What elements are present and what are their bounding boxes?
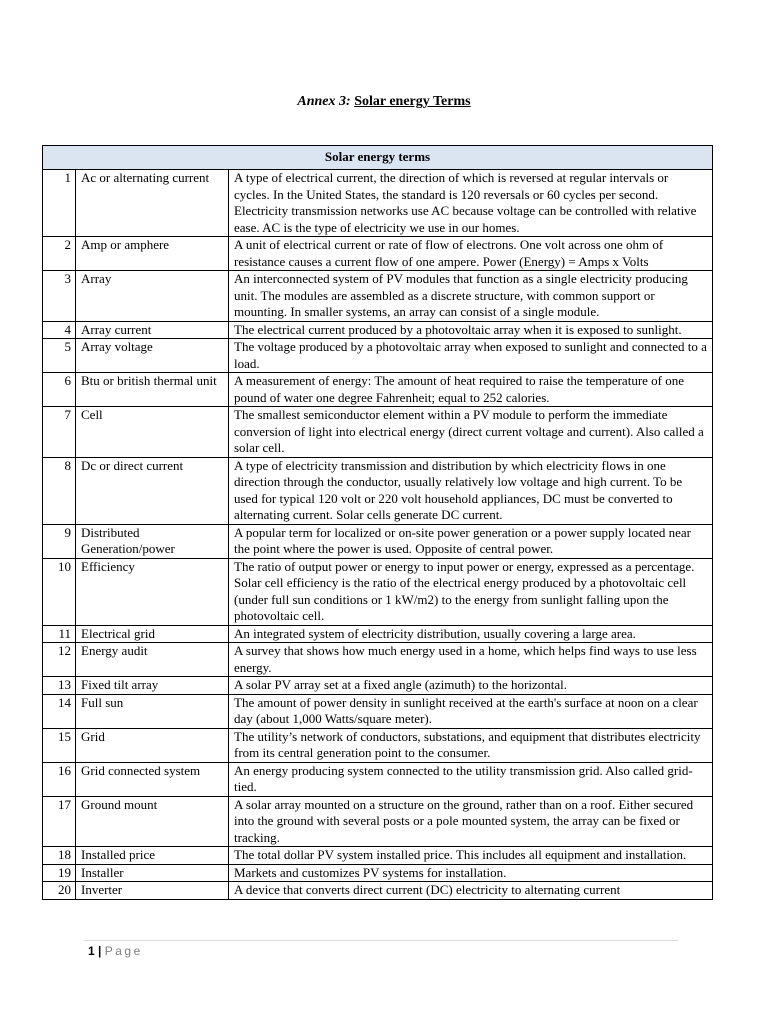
term-cell: Inverter bbox=[76, 882, 229, 900]
table-row bbox=[43, 625, 713, 643]
table-row bbox=[43, 694, 713, 728]
term-cell: Ground mount bbox=[76, 796, 229, 847]
table-row bbox=[43, 762, 713, 796]
table-row bbox=[43, 864, 713, 882]
table-row bbox=[43, 728, 713, 762]
term-cell: Efficiency bbox=[76, 558, 229, 625]
term-cell: Cell bbox=[76, 407, 229, 458]
definition-cell: The voltage produced by a photovoltaic array when exposed to sunlight and connected to a load. bbox=[229, 339, 713, 373]
table-row bbox=[43, 237, 713, 271]
table-caption-row bbox=[43, 146, 713, 170]
term-cell: Array current bbox=[76, 321, 229, 339]
term-cell: Ac or alternating current bbox=[76, 170, 229, 237]
table-row bbox=[43, 321, 713, 339]
page-heading bbox=[0, 94, 768, 110]
term-cell: Installed price bbox=[76, 847, 229, 865]
definition-cell: The electrical current produced by a photovoltaic array when it is exposed to sunlight. bbox=[229, 321, 713, 339]
row-number: 3 bbox=[43, 271, 76, 322]
table-row bbox=[43, 796, 713, 847]
row-number: 20 bbox=[43, 882, 76, 900]
row-number: 7 bbox=[43, 407, 76, 458]
page-footer bbox=[88, 944, 143, 958]
solar-terms-table bbox=[42, 145, 713, 900]
definition-cell: The ratio of output power or energy to input power or energy, expressed as a percentage. Solar cell efficiency is the ratio of the electrical energy produced by a photovoltaic cell (under full sun conditions or 1 kW/m2) to the energy from sunlight falling upon the photovoltaic cell. bbox=[229, 558, 713, 625]
definition-cell: The smallest semiconductor element within a PV module to perform the immediate conversion of light into electrical energy (direct current voltage and current). Also called a solar cell. bbox=[229, 407, 713, 458]
row-number: 10 bbox=[43, 558, 76, 625]
page-number: 1 bbox=[88, 944, 95, 958]
definition-cell: A device that converts direct current (DC) electricity to alternating current bbox=[229, 882, 713, 900]
table-row bbox=[43, 339, 713, 373]
row-number: 6 bbox=[43, 373, 76, 407]
definition-cell: A type of electrical current, the direction of which is reversed at regular intervals or cycles. In the United States, the standard is 120 reversals or 60 cycles per second. Electricity transmission networks use AC because voltage can be controlled with relative ease. AC is the type of electricity we use in our homes. bbox=[229, 170, 713, 237]
term-cell: Dc or direct current bbox=[76, 457, 229, 524]
row-number: 9 bbox=[43, 524, 76, 558]
table-row bbox=[43, 170, 713, 237]
table-row bbox=[43, 677, 713, 695]
definition-cell: A measurement of energy: The amount of heat required to raise the temperature of one pound of water one degree Fahrenheit; equal to 252 calories. bbox=[229, 373, 713, 407]
term-cell: Installer bbox=[76, 864, 229, 882]
definition-cell: Markets and customizes PV systems for installation. bbox=[229, 864, 713, 882]
definition-cell: An integrated system of electricity distribution, usually covering a large area. bbox=[229, 625, 713, 643]
row-number: 19 bbox=[43, 864, 76, 882]
row-number: 13 bbox=[43, 677, 76, 695]
row-number: 8 bbox=[43, 457, 76, 524]
definition-cell: A solar array mounted on a structure on the ground, rather than on a roof. Either secured into the ground with several posts or a pole mounted system, the array can be fixed or tracking. bbox=[229, 796, 713, 847]
page-label: Page bbox=[104, 944, 143, 958]
table-row bbox=[43, 271, 713, 322]
row-number: 11 bbox=[43, 625, 76, 643]
definition-cell: The amount of power density in sunlight received at the earth's surface at noon on a clear day (about 1,000 Watts/square meter). bbox=[229, 694, 713, 728]
table-body bbox=[43, 146, 713, 900]
definition-cell: A popular term for localized or on-site power generation or a power supply located near the point where the power is used. Opposite of central power. bbox=[229, 524, 713, 558]
term-cell: Electrical grid bbox=[76, 625, 229, 643]
row-number: 1 bbox=[43, 170, 76, 237]
term-cell: Energy audit bbox=[76, 643, 229, 677]
term-cell: Array bbox=[76, 271, 229, 322]
term-cell: Grid bbox=[76, 728, 229, 762]
definition-cell: The total dollar PV system installed price. This includes all equipment and installation. bbox=[229, 847, 713, 865]
definition-cell: A unit of electrical current or rate of flow of electrons. One volt across one ohm of resistance causes a current flow of one ampere. Power (Energy) = Amps x Volts bbox=[229, 237, 713, 271]
definition-cell: The utility’s network of conductors, substations, and equipment that distributes electricity from its central generation point to the consumer. bbox=[229, 728, 713, 762]
footer-divider bbox=[84, 940, 678, 941]
term-cell: Array voltage bbox=[76, 339, 229, 373]
definition-cell: A survey that shows how much energy used in a home, which helps find ways to use less energy. bbox=[229, 643, 713, 677]
row-number: 14 bbox=[43, 694, 76, 728]
row-number: 17 bbox=[43, 796, 76, 847]
row-number: 16 bbox=[43, 762, 76, 796]
footer-separator: | bbox=[98, 944, 102, 958]
definition-cell: An energy producing system connected to the utility transmission grid. Also called grid-tied. bbox=[229, 762, 713, 796]
row-number: 2 bbox=[43, 237, 76, 271]
row-number: 5 bbox=[43, 339, 76, 373]
table-row bbox=[43, 373, 713, 407]
definition-cell: A solar PV array set at a fixed angle (azimuth) to the horizontal. bbox=[229, 677, 713, 695]
table-row bbox=[43, 407, 713, 458]
definition-cell: A type of electricity transmission and distribution by which electricity flows in one direction through the conductor, usually relatively low voltage and high current. To be used for typical 120 volt or 220 volt household appliances, DC must be converted to alternating current. Solar cells generate DC current. bbox=[229, 457, 713, 524]
table-row bbox=[43, 643, 713, 677]
term-cell: Btu or british thermal unit bbox=[76, 373, 229, 407]
heading-title: Solar energy Terms bbox=[354, 94, 471, 109]
table-row bbox=[43, 457, 713, 524]
definition-cell: An interconnected system of PV modules that function as a single electricity producing unit. The modules are assembled as a discrete structure, with common support or mounting. In smaller systems, an array can consist of a single module. bbox=[229, 271, 713, 322]
row-number: 18 bbox=[43, 847, 76, 865]
term-cell: Grid connected system bbox=[76, 762, 229, 796]
row-number: 12 bbox=[43, 643, 76, 677]
annex-label: Annex 3: bbox=[297, 94, 351, 109]
term-cell: Amp or amphere bbox=[76, 237, 229, 271]
table-row bbox=[43, 524, 713, 558]
term-cell: Fixed tilt array bbox=[76, 677, 229, 695]
table-row bbox=[43, 882, 713, 900]
table-caption: Solar energy terms bbox=[43, 146, 713, 170]
row-number: 15 bbox=[43, 728, 76, 762]
term-cell: Full sun bbox=[76, 694, 229, 728]
term-cell: Distributed Generation/power bbox=[76, 524, 229, 558]
row-number: 4 bbox=[43, 321, 76, 339]
table-row bbox=[43, 847, 713, 865]
table-row bbox=[43, 558, 713, 625]
